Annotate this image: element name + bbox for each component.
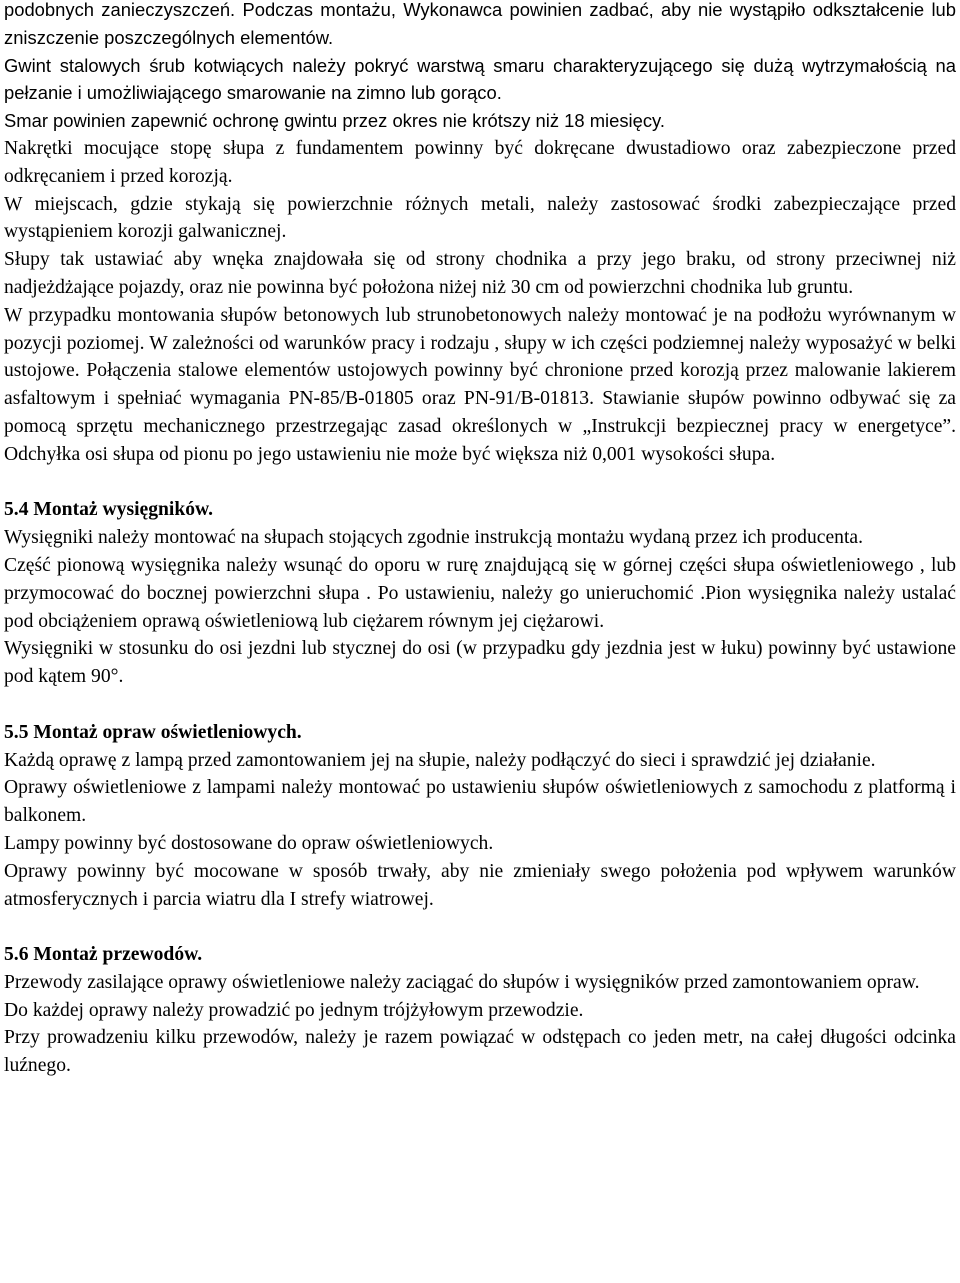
document-page xyxy=(4,0,956,1080)
paragraph: Przewody zasilające oprawy oświetleniowe należy zaciągać do słupów i wysięgników przed zamontowaniem opraw. xyxy=(4,971,920,993)
section-heading: 5.6 Montaż przewodów. xyxy=(4,944,203,966)
spacer xyxy=(4,691,956,719)
paragraph: Do każdej oprawy należy prowadzić po jednym trójżyłowym przewodzie. xyxy=(4,999,584,1021)
paragraph: Smar powinien zapewnić ochronę gwintu przez okres nie krótszy niż 18 miesięcy. xyxy=(4,110,665,132)
paragraph: W przypadku montowania słupów betonowych lub strunobetonowych należy montować je na podłożu wyrównanym w pozycji poziomej. W zależności od warunków pracy i rodzaju , słupy w ich części podziemnej należy wyposażyć w belki ustojowe. Połączenia stalowe elementów ustojowych powinny być chronione przed korozją przez malowanie lakierem asfaltowym i spełniać wymagania PN-85/B-01805 oraz PN-91/B-01813. Stawianie słupów powinno odbywać się za pomocą sprzętu mechanicznego przestrzegając zasad określonych w „Instrukcji bezpiecznej pracy w energetyce”. Odchyłka osi słupa od pionu po jego ustawieniu nie może być większa niż 0,001 wysokości słupa. xyxy=(4,304,956,465)
spacer xyxy=(4,469,956,497)
section-heading: 5.5 Montaż opraw oświetleniowych. xyxy=(4,721,302,743)
paragraph: Część pionową wysięgnika należy wsunąć do oporu w rurę znajdującą się w górnej części słupa oświetleniowego , lub przymocować do bocznej powierzchni słupa . Po ustawieniu, należy go unieruchomić .Pion wysięgnika należy ustalać pod obciążeniem oprawą oświetleniową lub ciężarem równym jej ciężarowi. xyxy=(4,554,956,632)
paragraph: W miejscach, gdzie stykają się powierzchnie różnych metali, należy zastosować środki zabezpieczające przed wystąpieniem korozji galwanicznej. xyxy=(4,193,956,243)
paragraph: Wysięgniki w stosunku do osi jezdni lub stycznej do osi (w przypadku gdy jezdnia jest w łuku) powinny być ustawione pod kątem 90°. xyxy=(4,638,956,688)
paragraph: Gwint stalowych śrub kotwiących należy pokryć warstwą smaru charakteryzującego się dużą wytrzymałością na pełzanie i umożliwiającego smarowanie na zimno lub gorąco. xyxy=(4,54,956,104)
section-heading: 5.4 Montaż wysięgników. xyxy=(4,499,214,521)
paragraph: Oprawy powinny być mocowane w sposób trwały, aby nie zmieniały swego położenia pod wpływem warunków atmosferycznych i parcia wiatru dla I strefy wiatrowej. xyxy=(4,860,956,910)
paragraph: Słupy tak ustawiać aby wnęka znajdowała się od strony chodnika a przy jego braku, od strony przeciwnej niż nadjeżdżające pojazdy, oraz nie powinna być położona niżej niż 30 cm od powierzchni chodnika lub gruntu. xyxy=(4,249,956,298)
spacer xyxy=(4,913,956,941)
paragraph: Oprawy oświetleniowe z lampami należy montować po ustawieniu słupów oświetleniowych z samochodu z platformą i balkonem. xyxy=(4,777,956,827)
paragraph: Przy prowadzeniu kilku przewodów, należy je razem powiązać w odstępach co jeden metr, na całej długości odcinka luźnego. xyxy=(4,1027,956,1077)
paragraph: podobnych zanieczyszczeń. Podczas montażu, Wykonawca powinien zadbać, aby nie wystąpiło odkształcenie lub zniszczenie poszczególnych elementów. xyxy=(4,0,956,48)
paragraph: Każdą oprawę z lampą przed zamontowaniem jej na słupie, należy podłączyć do sieci i sprawdzić jej działanie. xyxy=(4,749,876,771)
paragraph: Wysięgniki należy montować na słupach stojących zgodnie instrukcją montażu wydaną przez ich producenta. xyxy=(4,527,864,549)
paragraph: Lampy powinny być dostosowane do opraw oświetleniowych. xyxy=(4,832,494,854)
paragraph: Nakrętki mocujące stopę słupa z fundamentem powinny być dokręcane dwustadiowo oraz zabezpieczone przed odkręcaniem i przed korozją. xyxy=(4,137,956,187)
